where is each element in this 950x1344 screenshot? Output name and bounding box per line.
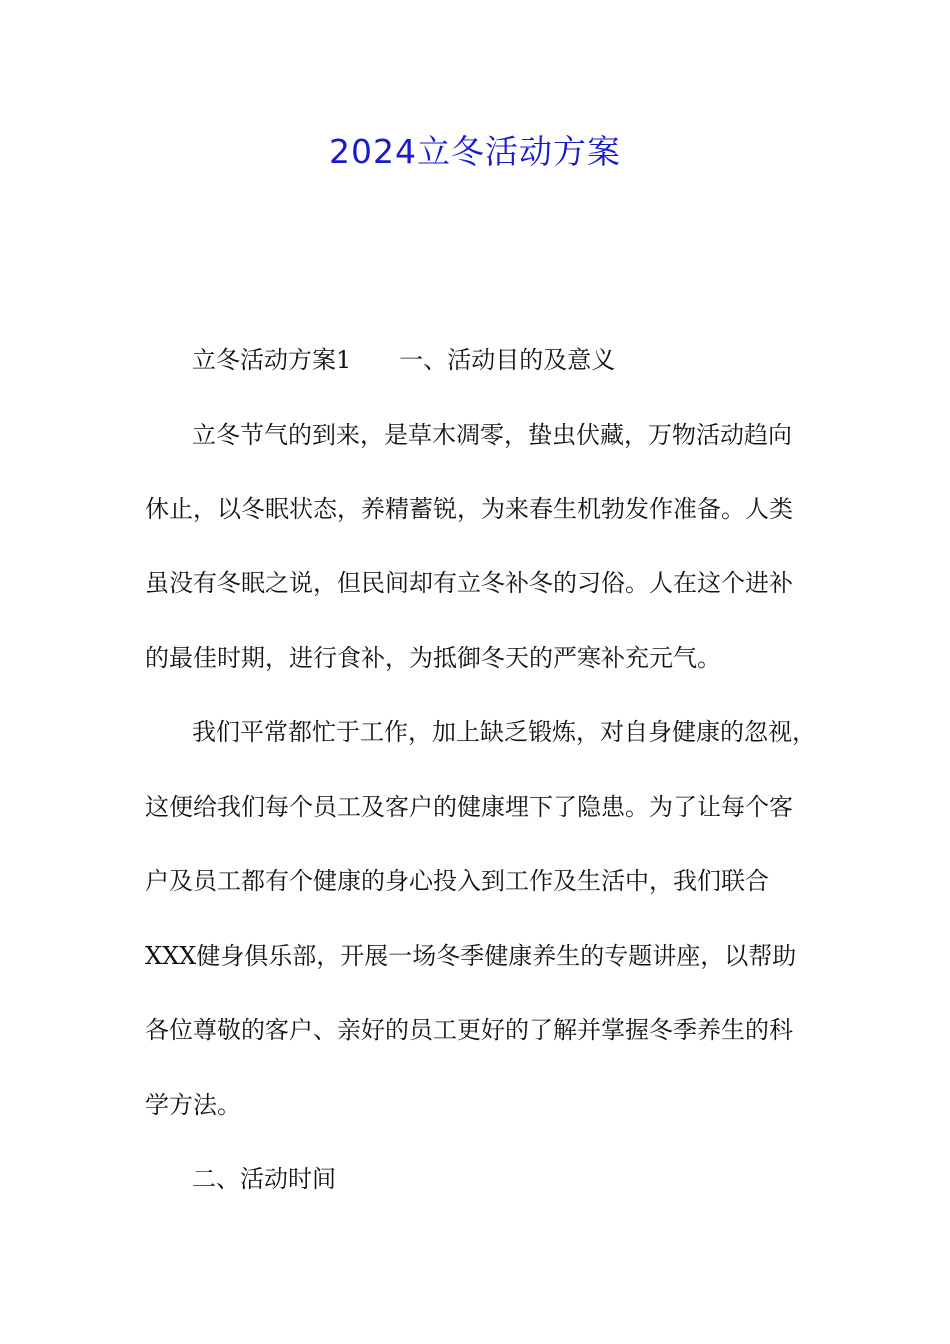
- paragraph-line: XXX健身俱乐部，开展一场冬季健康养生的专题讲座，以帮助: [145, 942, 797, 970]
- paragraph-line: 的最佳时期，进行食补，为抵御冬天的严寒补充元气。: [145, 644, 721, 672]
- paragraph-line: 我们平常都忙于工作，加上缺乏锻炼，对自身健康的忽视，: [192, 718, 816, 746]
- section-heading-1: 一、活动目的及意义: [399, 346, 616, 374]
- document-title: 2024立冬活动方案: [329, 132, 621, 171]
- section-heading-2: 二、活动时间: [192, 1165, 336, 1193]
- paragraph-line: 立冬节气的到来，是草木凋零，蛰虫伏藏，万物活动趋向: [192, 421, 792, 449]
- paragraph-line: 这便给我们每个员工及客户的健康埋下了隐患。为了让每个客: [145, 793, 793, 821]
- paragraph-line: 各位尊敬的客户、亲好的员工更好的了解并掌握冬季养生的科: [145, 1016, 793, 1044]
- section-heading-line: [192, 342, 872, 378]
- paragraph-line: 虽没有冬眠之说，但民间却有立冬补冬的习俗。人在这个进补: [145, 569, 793, 597]
- paragraph-line: 休止，以冬眠状态，养精蓄锐，为来春生机勃发作准备。人类: [145, 495, 793, 523]
- plan-label: 立冬活动方案1: [192, 346, 352, 374]
- paragraph-line: 学方法。: [145, 1091, 241, 1119]
- paragraph-line: 户及员工都有个健康的身心投入到工作及生活中，我们联合: [145, 867, 769, 895]
